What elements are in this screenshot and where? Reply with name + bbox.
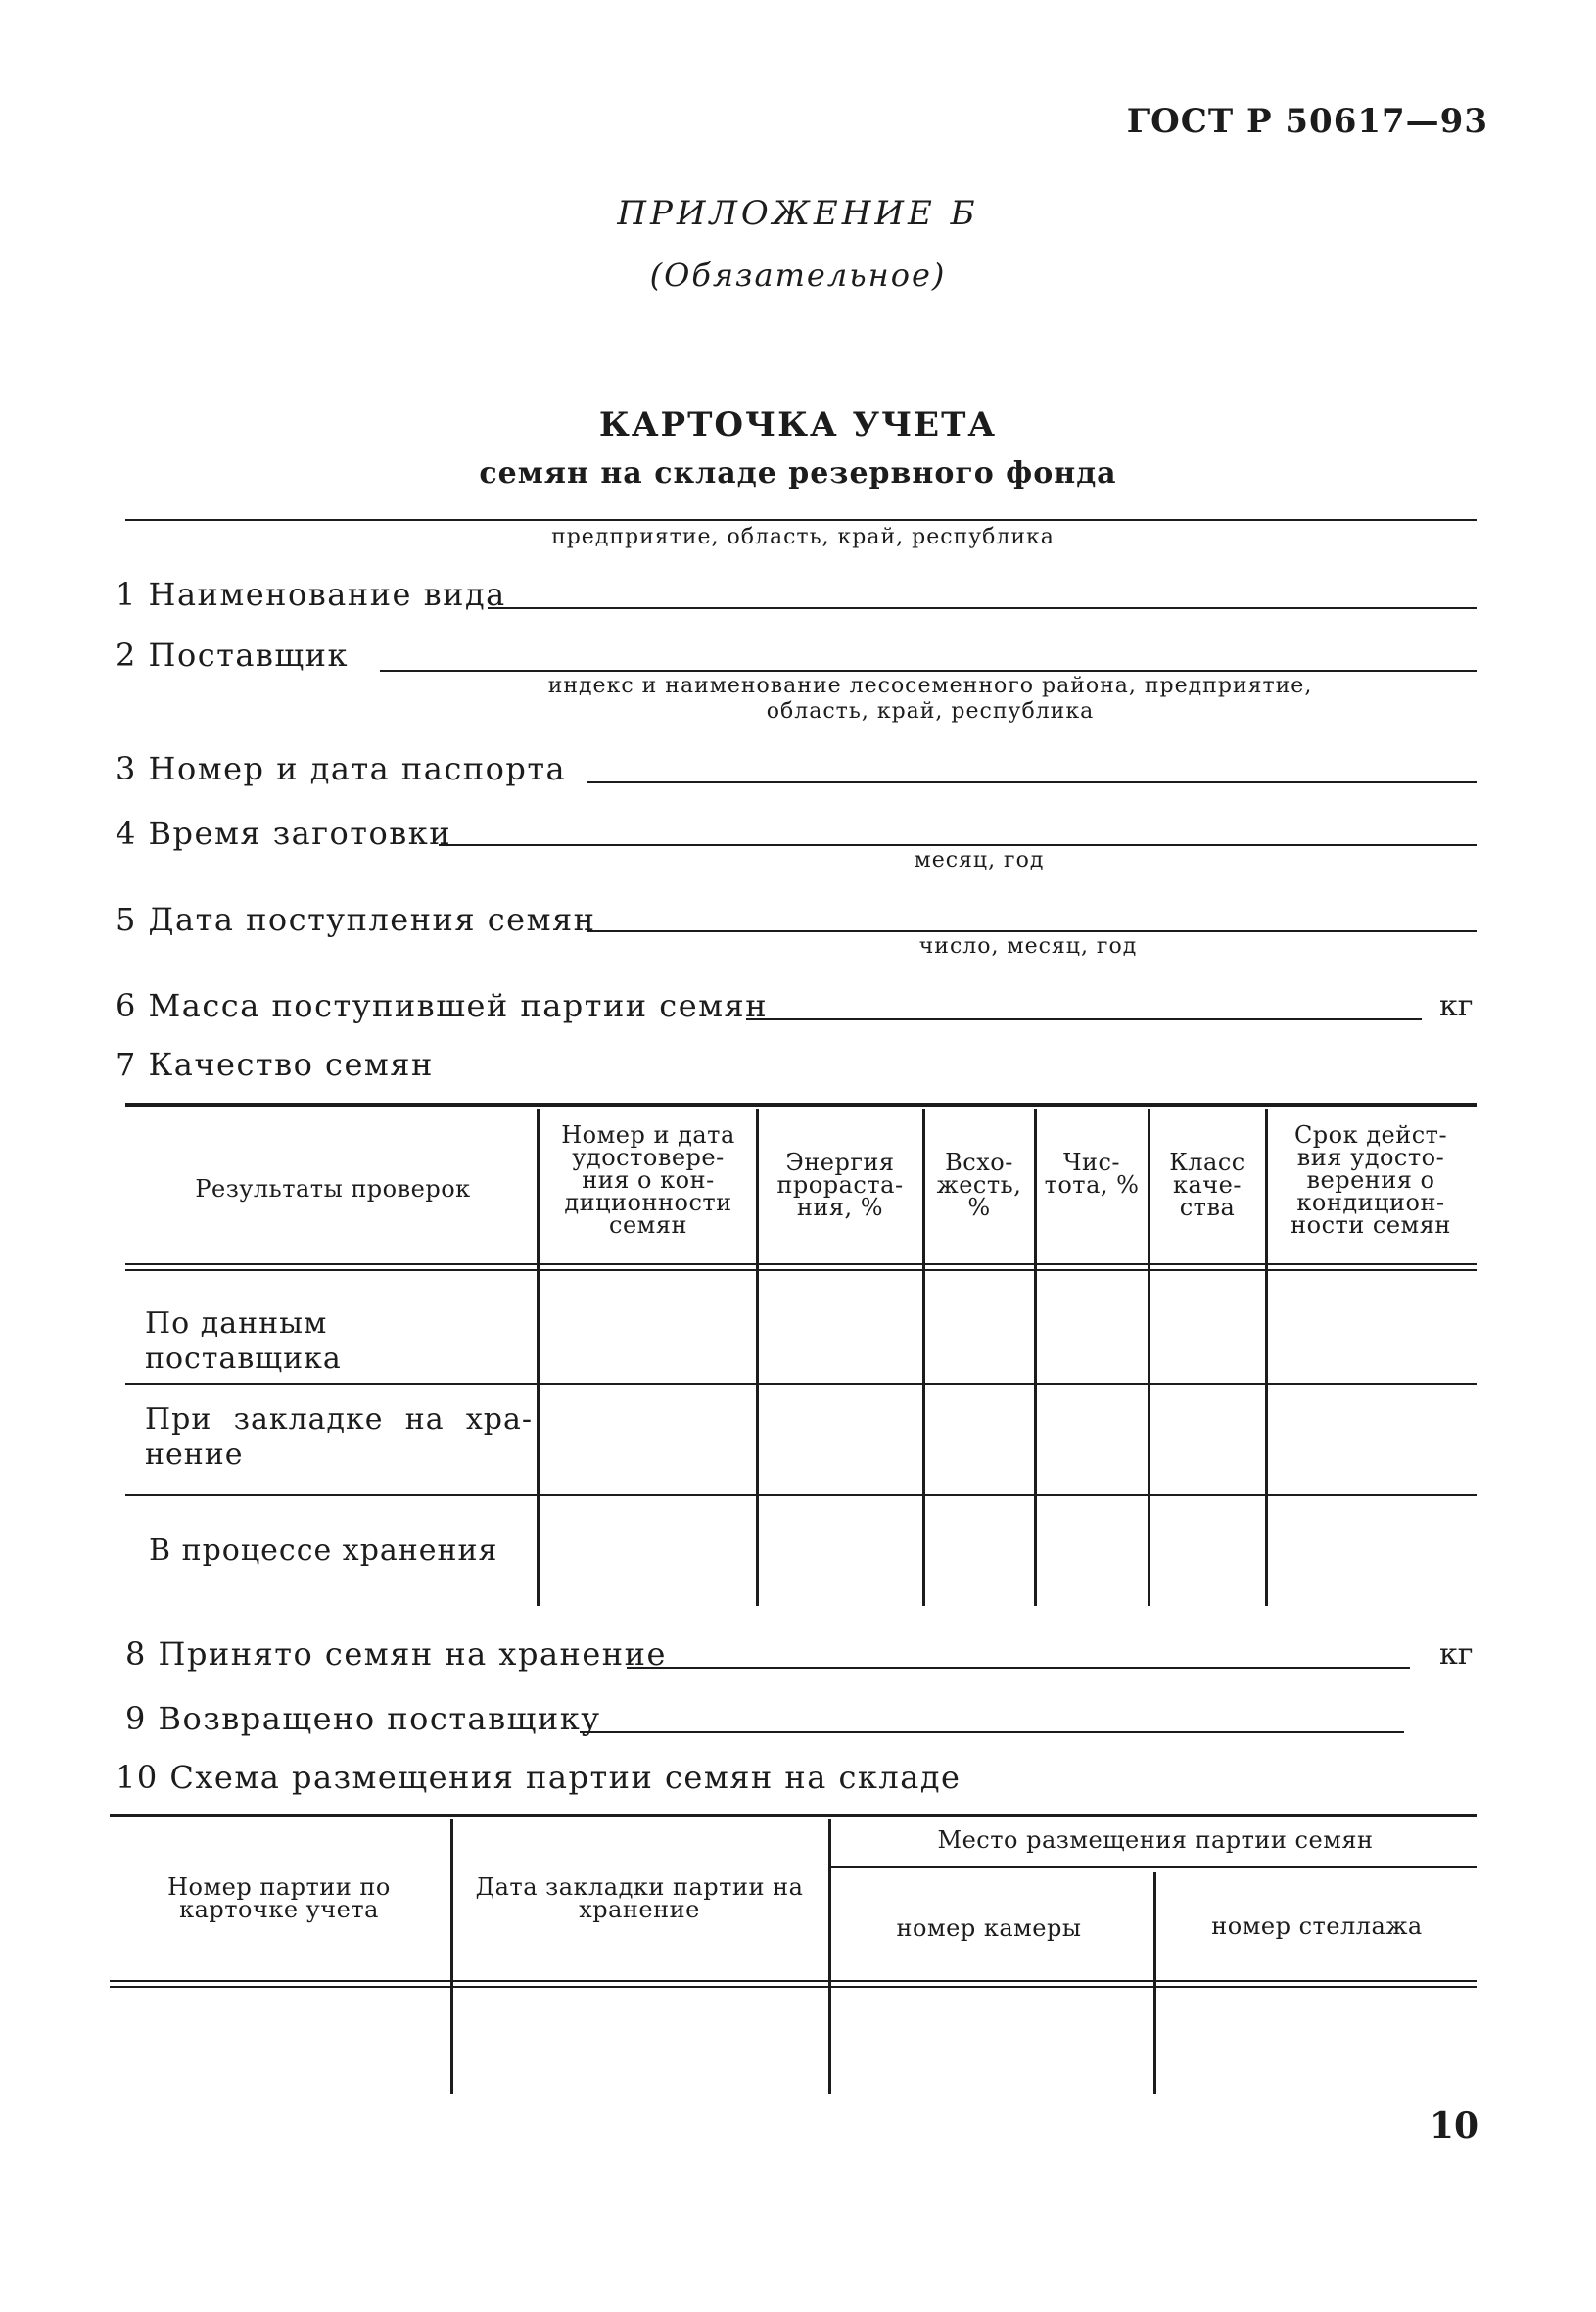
appendix-subtitle: (Обязательное) <box>649 257 947 294</box>
header-storage-date: Дата закладки партии на хранение <box>475 1873 804 1923</box>
enterprise-caption: предприятие, область, край, республика <box>551 525 1055 549</box>
card-title: КАРТОЧКА УЧЕТА <box>598 405 998 445</box>
header-chamber-number: номер камеры <box>896 1914 1082 1942</box>
field-placement-label: 10 Схема размещения партии семян на складе <box>116 1759 962 1796</box>
field-mass-label: 6 Масса поступившей партии семян <box>116 987 769 1024</box>
page-number: 10 <box>1429 2105 1479 2147</box>
field-accepted-line[interactable] <box>627 1667 1410 1669</box>
field-mass-unit: кг <box>1439 989 1474 1023</box>
field-accepted-unit: кг <box>1439 1637 1474 1672</box>
header-energy: Энергия прораста- ния, % <box>776 1149 904 1221</box>
field-species-label: 1 Наименование вида <box>116 576 506 613</box>
field-returned-label: 9 Возвращено поставщику <box>125 1700 601 1737</box>
field-accepted-label: 8 Принято семян на хранение <box>125 1635 667 1673</box>
header-results: Результаты проверок <box>195 1175 471 1203</box>
field-arrival-date-line[interactable] <box>587 930 1477 932</box>
supplier-caption-2: область, край, республика <box>766 699 1095 724</box>
row-during-storage: В процессе хранения <box>149 1533 498 1568</box>
field-quality-label: 7 Качество семян <box>116 1046 434 1083</box>
field-arrival-date-label: 5 Дата поступления семян <box>116 901 596 938</box>
field-returned-line[interactable] <box>580 1731 1404 1733</box>
header-purity: Чис- тота, % <box>1044 1149 1140 1199</box>
field-mass-line[interactable] <box>746 1018 1422 1020</box>
field-species-line[interactable] <box>488 607 1477 609</box>
header-validity: Срок дейст- вия удосто- верения о кондицион- ности семян <box>1291 1121 1451 1239</box>
field-passport-label: 3 Номер и дата паспорта <box>116 750 567 787</box>
standard-number: ГОСТ Р 50617—93 <box>1126 102 1488 141</box>
header-germination: Всхо- жесть, % <box>936 1149 1022 1221</box>
appendix-title: ПРИЛОЖЕНИЕ Б <box>617 194 979 233</box>
field-passport-line[interactable] <box>587 781 1477 783</box>
enterprise-line[interactable] <box>125 519 1477 521</box>
header-class: Класс каче- ства <box>1169 1149 1245 1221</box>
header-placement-location: Место размещения партии семян <box>937 1826 1374 1854</box>
field-supplier-line[interactable] <box>380 670 1477 672</box>
field-supplier-label: 2 Поставщик <box>116 637 349 674</box>
arrival-date-caption: число, месяц, год <box>918 934 1138 959</box>
card-subtitle: семян на складе резервного фонда <box>479 456 1117 491</box>
header-certificate: Номер и дата удостовере- ния о кон- диционности семян <box>561 1121 735 1239</box>
header-batch-number: Номер партии по карточке учета <box>167 1873 391 1923</box>
supplier-caption-1: индекс и наименование лесосеменного района, предприятие, <box>547 674 1313 698</box>
field-harvest-time-line[interactable] <box>439 844 1477 846</box>
row-at-storage: При закладке на хра- нение <box>145 1402 533 1472</box>
field-harvest-time-label: 4 Время заготовки <box>116 815 452 852</box>
harvest-time-caption: месяц, год <box>914 848 1045 873</box>
header-rack-number: номер стеллажа <box>1211 1912 1423 1940</box>
row-supplier-data: По данным поставщика <box>145 1306 342 1376</box>
